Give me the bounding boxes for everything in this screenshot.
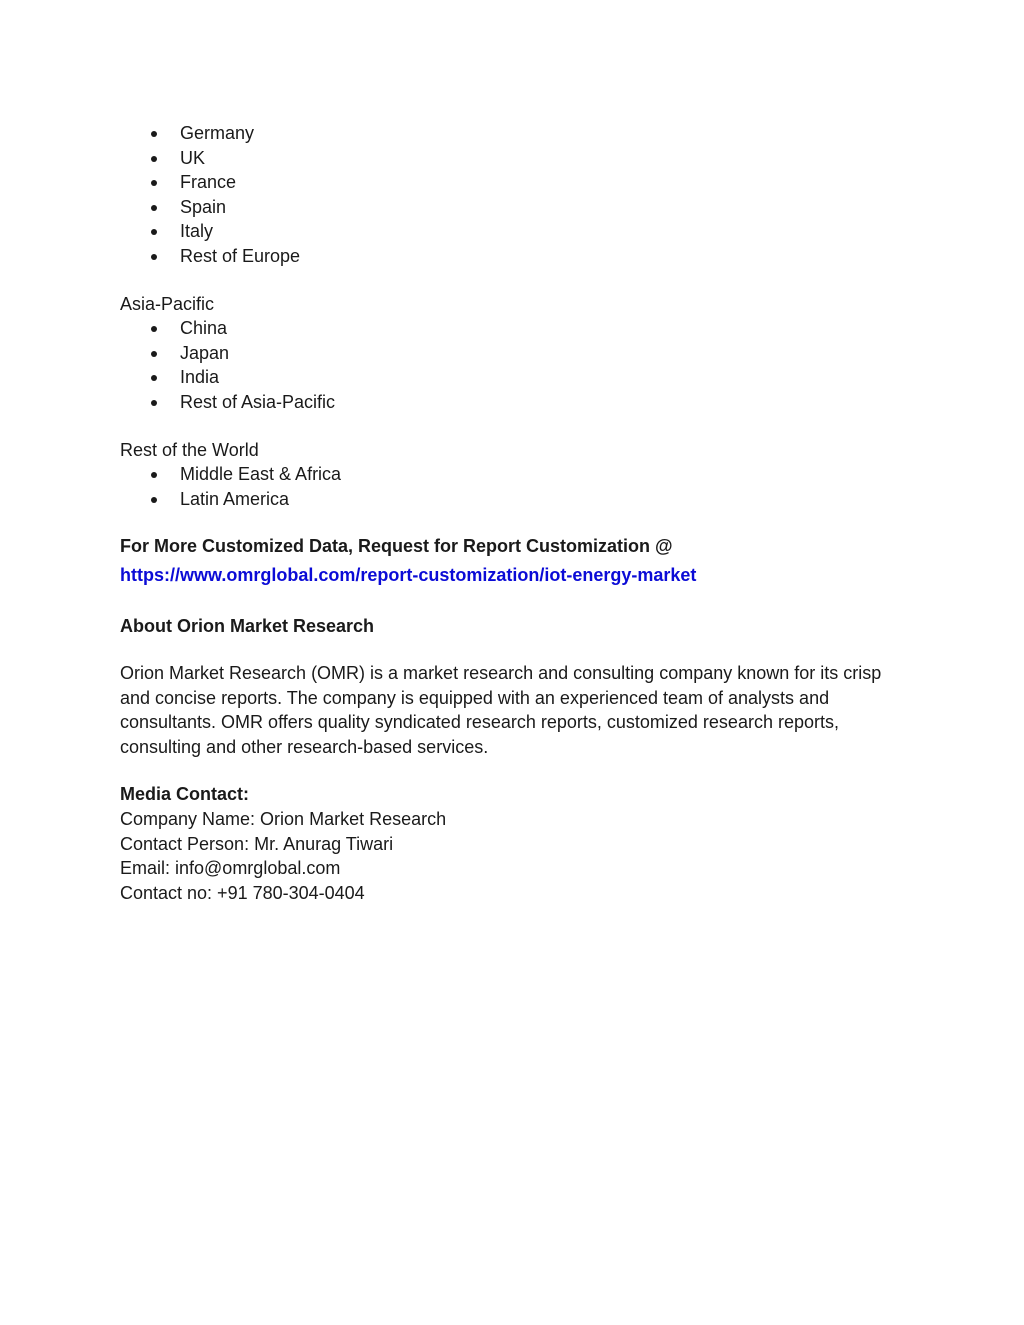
rest-of-world-region-list [120,462,910,511]
list-item: Middle East & Africa [120,462,910,487]
bullet-icon [151,400,157,406]
about-title: About Orion Market Research [120,615,375,636]
company-name: Company Name: Orion Market Research [120,809,447,830]
contact-email: Email: info@omrglobal.com [120,858,341,879]
bullet-icon [151,180,157,186]
list-item: India [120,365,910,390]
media-contact-block [120,782,910,905]
list-item: China [120,316,910,341]
document-content [120,121,910,905]
list-item: France [120,170,910,195]
europe-country-list [120,121,910,269]
list-item: Germany [120,121,910,146]
list-item: Italy [120,219,910,244]
customization-callout [120,534,910,587]
rest-of-world-heading: Rest of the World [120,439,259,460]
bullet-icon [151,351,157,357]
contact-phone: Contact no: +91 780-304-0404 [120,882,365,903]
bullet-icon [151,472,157,478]
contact-person: Contact Person: Mr. Anurag Tiwari [120,833,394,854]
list-item: Latin America [120,487,910,512]
bullet-icon [151,229,157,235]
customization-text: For More Customized Data, Request for Report Customization @ [120,536,673,557]
asia-pacific-country-list [120,316,910,414]
about-paragraph: Orion Market Research (OMR) is a market research and consulting company known for its crisp and concise reports. The company is equipped with an experienced team of analysts and consultants. OMR offers quality syndicated research reports, customized research reports, consulting and other research-based services. [120,663,882,757]
list-item: UK [120,146,910,171]
list-item: Japan [120,341,910,366]
bullet-icon [151,156,157,162]
list-item: Rest of Europe [120,244,910,269]
bullet-icon [151,205,157,211]
customization-link[interactable]: https://www.omrglobal.com/report-customization/iot-energy-market [120,564,697,585]
bullet-icon [151,326,157,332]
asia-pacific-heading: Asia-Pacific [120,293,215,314]
bullet-icon [151,254,157,260]
list-item: Rest of Asia-Pacific [120,390,910,415]
list-item: Spain [120,195,910,220]
media-contact-title: Media Contact: [120,784,250,805]
bullet-icon [151,131,157,137]
bullet-icon [151,375,157,381]
bullet-icon [151,497,157,503]
